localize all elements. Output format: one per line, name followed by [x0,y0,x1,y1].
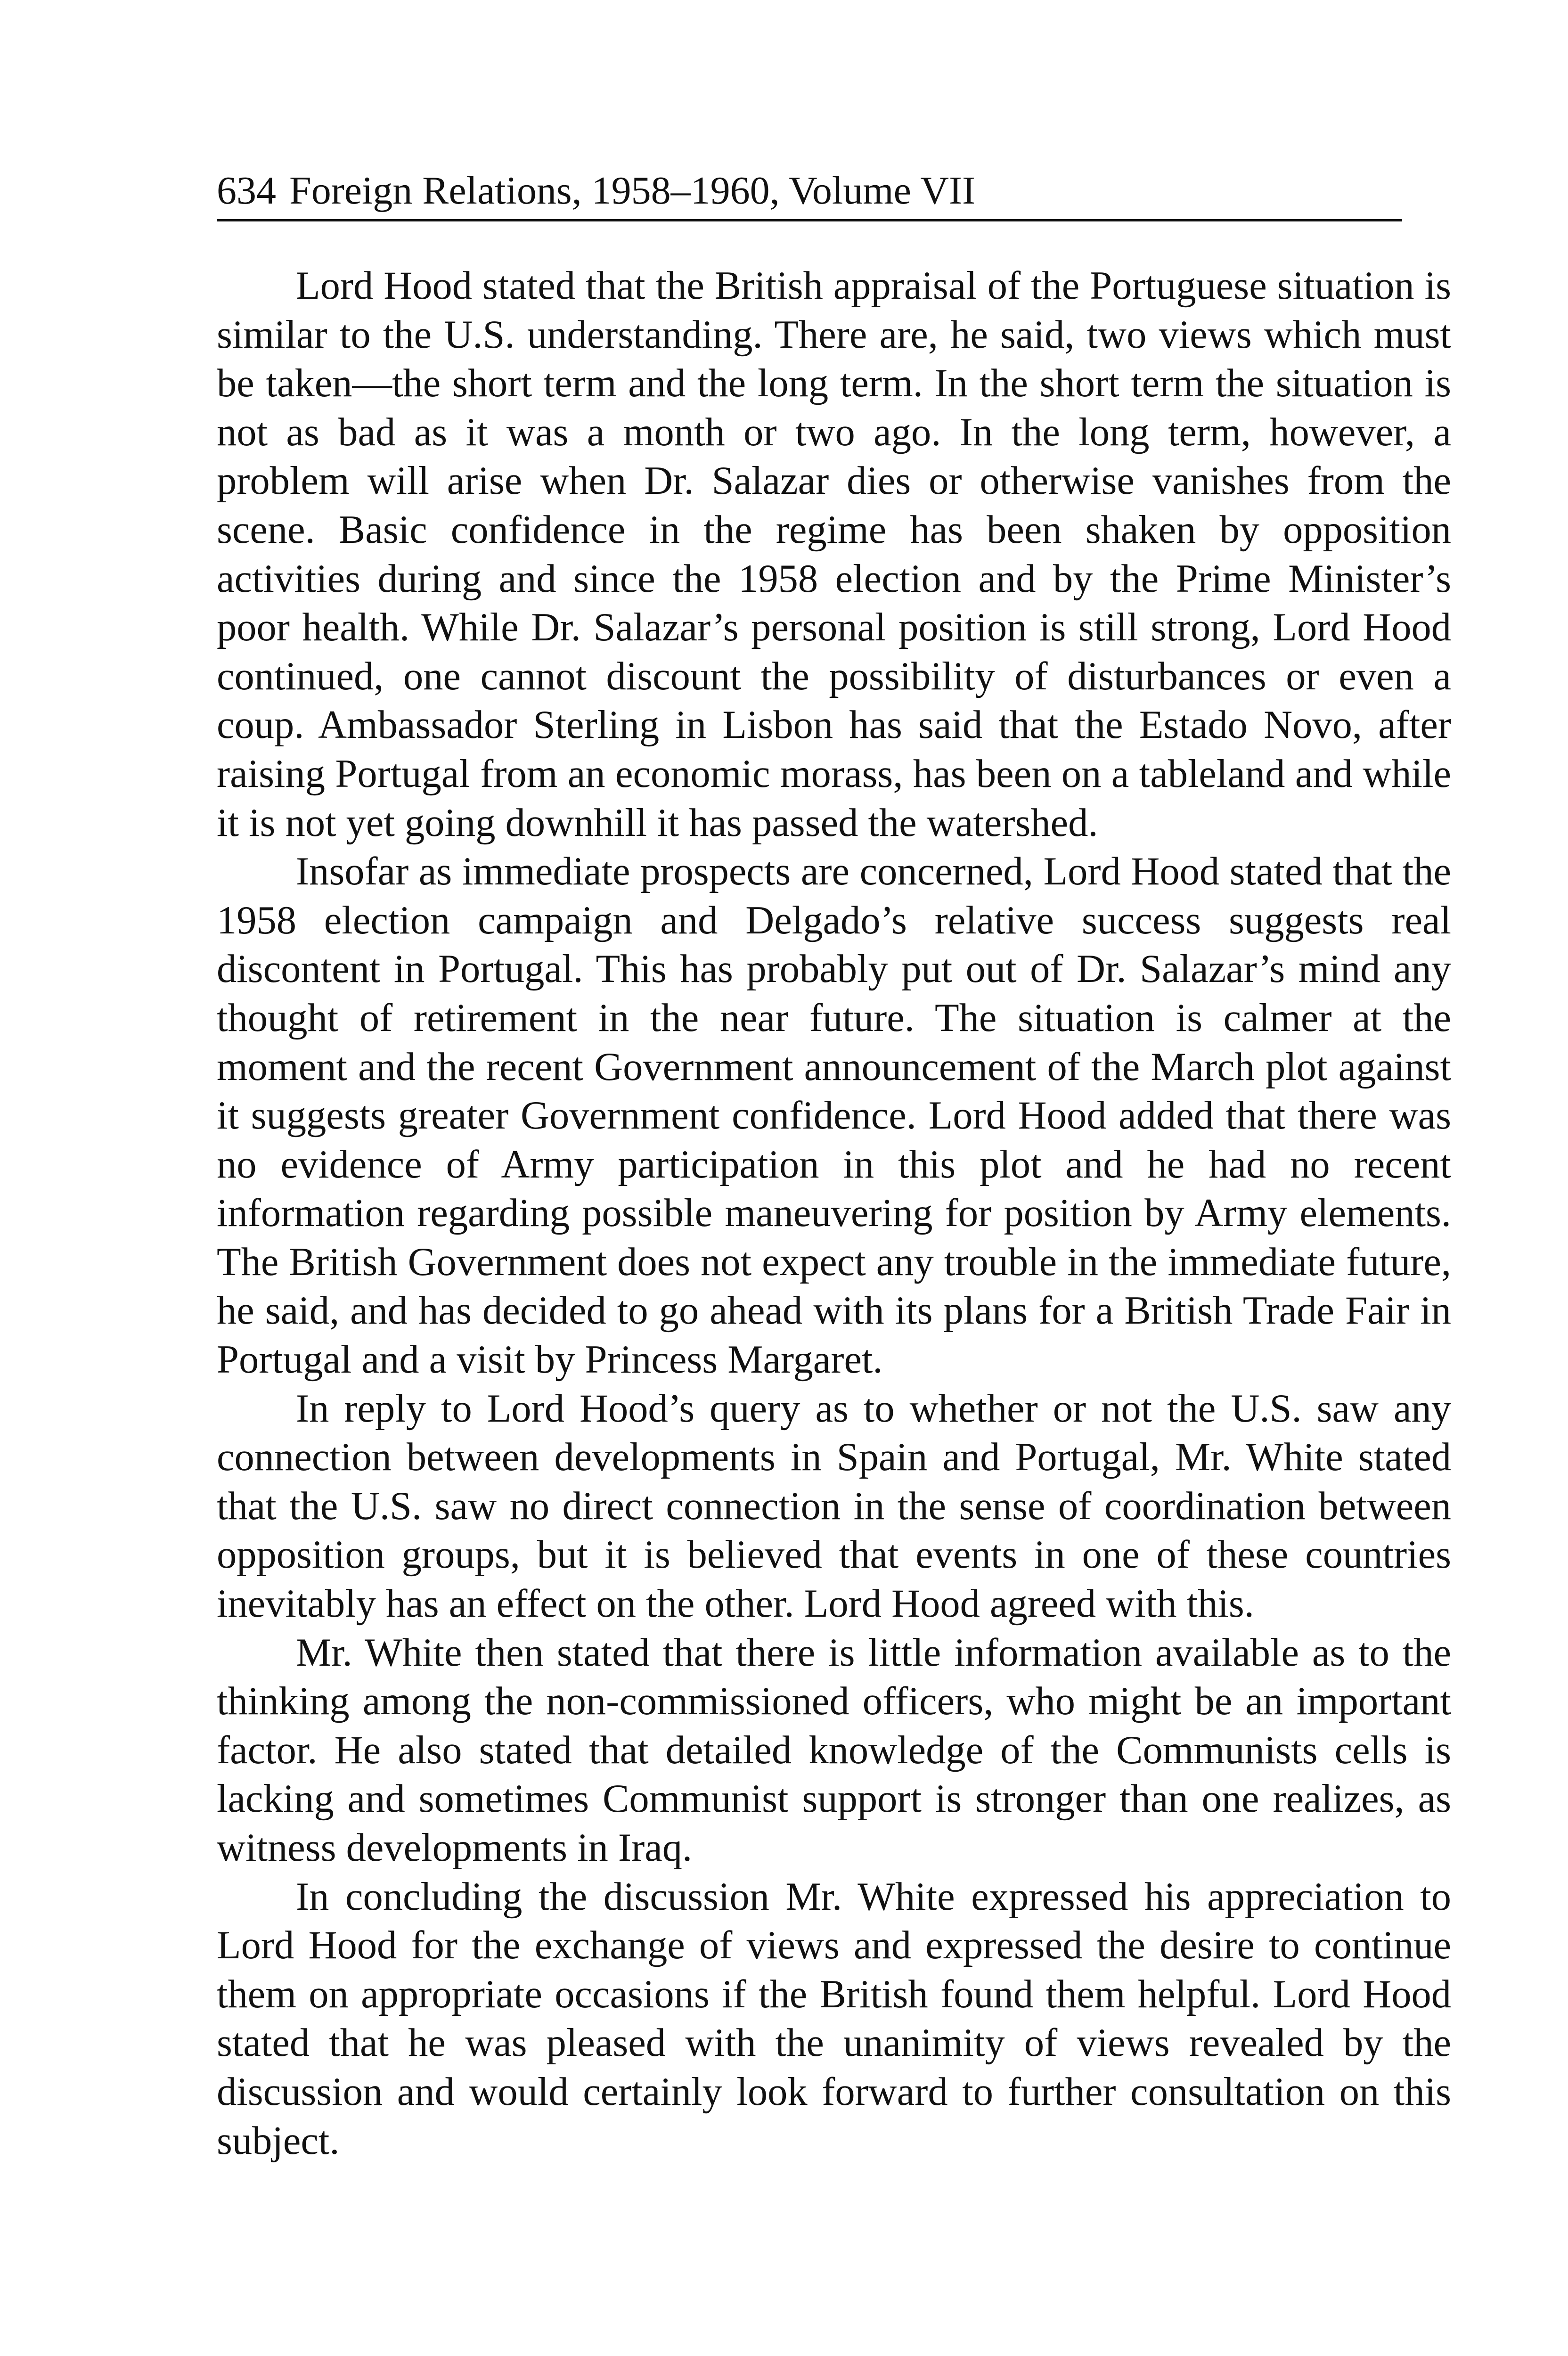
body-text [217,262,1451,2165]
paragraph-spain-portugal-connection: In reply to Lord Hood’s query as to whether or not the U.S. saw any connection between developments in Spain and Portugal, Mr. White stated that the U.S. saw no direct connection in the sense of coordination between opposition groups, but it is believed that events in one of these countries inevitably has an effect on the other. Lord Hood agreed with this. [217,1386,1451,1626]
paragraph-british-appraisal: Lord Hood stated that the British appraisal of the Portuguese situation is similar to the U.S. understanding. There are, he said, two views which must be taken—the short term and the long term. In the short term the situation is not as bad as it was a month or two ago. In the long term, however, a problem will arise when Dr. Salazar dies or otherwise vanishes from the scene. Basic confidence in the regime has been shaken by opposition activities during and since the 1958 election and by the Prime Minister’s poor health. While Dr. Salazar’s personal position is still strong, Lord Hood continued, one cannot discount the possibility of disturbances or even a coup. Ambassador Sterling in Lisbon has said that the Estado Novo, after raising Portugal from an economic morass, has been on a tableland and while it is not yet going downhill it has passed the watershed. [217,264,1451,845]
running-title: Foreign Relations, 1958–1960, Volume VII [289,169,975,213]
paragraph-concluding-discussion: In concluding the discussion Mr. White expressed his appreciation to Lord Hood for the exchange of views and expressed the desire to continue them on appropriate occasions if the British found them helpful. Lord Hood stated that he was pleased with the unanimity of views revealed by the discussion and would certainly look forward to further consultation on this subject. [217,1874,1451,2163]
paragraph-immediate-prospects: Insofar as immediate prospects are concerned, Lord Hood stated that the 1958 election campaign and Delgado’s relative success suggests real discontent in Portugal. This has probably put out of Dr. Salazar’s mind any thought of retirement in the near future. The situation is calmer at the moment and the recent Government announcement of the March plot against it suggests greater Government confidence. Lord Hood added that there was no evidence of Army participation in this plot and he had no recent information regarding possible maneuvering for position by Army elements. The British Government does not expect any trouble in the immediate future, he said, and has decided to go ahead with its plans for a British Trade Fair in Portugal and a visit by Princess Margaret. [217,850,1451,1382]
running-header [217,167,1402,221]
paragraph-nco-thinking: Mr. White then stated that there is little information available as to the thinking among the non-commissioned officers, who might be an important factor. He also stated that detailed knowledge of the Communists cells is lacking and sometimes Communist support is stronger than one realizes, as witness developments in Iraq. [217,1630,1451,1870]
page-number: 634 [217,169,276,213]
